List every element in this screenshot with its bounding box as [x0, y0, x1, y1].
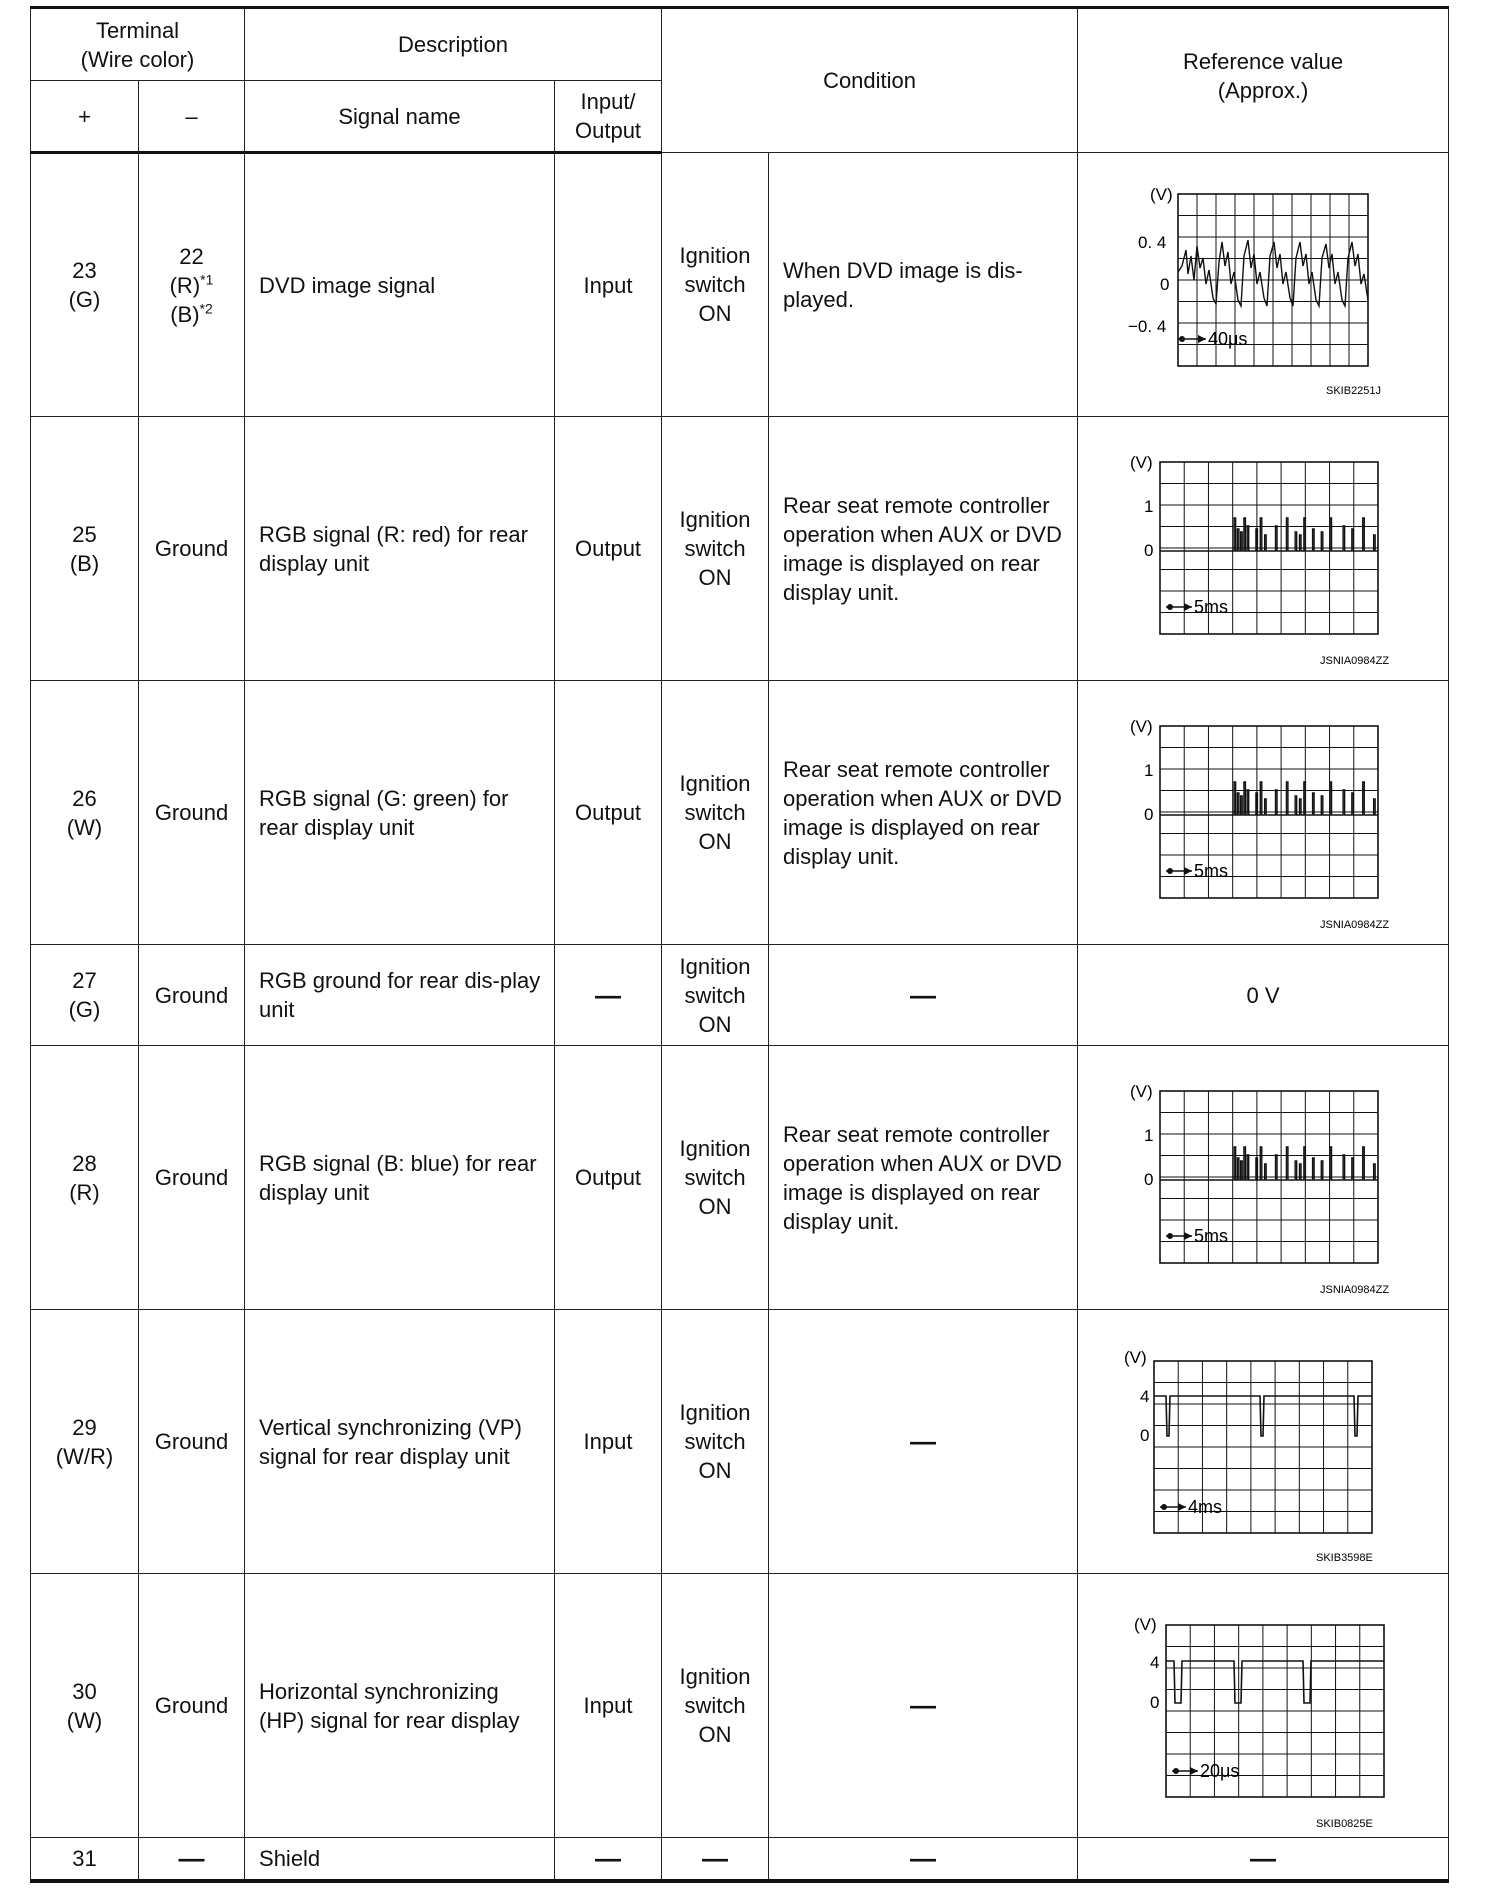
reference-waveform	[1078, 1310, 1449, 1574]
condition-detail: Rear seat remote controller operation when AUX or DVD image is displayed on rear display unit.	[769, 417, 1078, 681]
signal-name: RGB signal (G: green) for rear display unit	[245, 681, 555, 945]
figure-code: JSNIA0984ZZ	[1320, 654, 1390, 667]
waveform	[1160, 1147, 1378, 1180]
condition-detail: —	[769, 1574, 1078, 1838]
pulse-line	[1160, 518, 1378, 551]
condition-header: Condition	[662, 8, 1078, 153]
plus-header: +	[31, 81, 139, 153]
minus-terminal: Ground	[139, 681, 245, 945]
input-output: —	[555, 1838, 662, 1881]
signal-name: RGB signal (R: red) for rear display unit	[245, 417, 555, 681]
time-scale: 5ms	[1194, 860, 1229, 881]
approx-label: (Approx.)	[1217, 78, 1309, 103]
reference-waveform	[1078, 153, 1449, 417]
reference-value: 0 V	[1078, 945, 1449, 1046]
input-output: Input	[555, 153, 662, 417]
svg-text:0: 0	[1144, 540, 1154, 560]
reference-waveform	[1078, 417, 1449, 681]
signal-name: Shield	[245, 1838, 555, 1881]
scope-grid	[1166, 1625, 1384, 1797]
oscilloscope-dvd	[1078, 154, 1448, 416]
scale-label: −0. 4	[1128, 316, 1167, 336]
minus-terminal: Ground	[139, 1046, 245, 1310]
terminal-header	[31, 8, 245, 81]
signal-name: Horizontal synchronizing (HP) signal for rear display	[245, 1574, 555, 1838]
condition-state: Ignition switch ON	[662, 681, 769, 945]
pulse-line	[1160, 782, 1378, 815]
svg-text:1: 1	[1144, 1125, 1154, 1145]
oscilloscope-hp	[1078, 1575, 1448, 1837]
input-output: Output	[555, 681, 662, 945]
time-scale: 5ms	[1194, 1225, 1229, 1246]
reference-waveform	[1078, 1574, 1449, 1838]
condition-detail: —	[769, 1310, 1078, 1574]
plus-terminal: 30 (W)	[31, 1574, 139, 1838]
terminal-label: Terminal	[95, 17, 180, 43]
minus-terminal: Ground	[139, 417, 245, 681]
plus-terminal: 31	[31, 1838, 139, 1881]
footnote-mark: *1	[200, 271, 214, 288]
input-output: Input	[555, 1574, 662, 1838]
reference-waveform	[1078, 1046, 1449, 1310]
condition-state: Ignition switch ON	[662, 417, 769, 681]
oscilloscope-rgb-green	[1078, 682, 1448, 944]
input-output: Input	[555, 1310, 662, 1574]
waveform	[1160, 782, 1378, 815]
input-output-header	[555, 81, 662, 153]
table-row	[31, 681, 1449, 945]
table-row	[31, 1310, 1449, 1574]
input-output: —	[555, 945, 662, 1046]
pulse-line	[1160, 1147, 1378, 1180]
input-output-label-line2: Output	[575, 118, 642, 143]
svg-text:(V): (V)	[1130, 716, 1153, 736]
volt-unit: (V)	[1150, 184, 1173, 204]
condition-detail: —	[769, 1838, 1078, 1881]
scale-label: 0	[1160, 274, 1170, 294]
table-row	[31, 945, 1449, 1046]
input-output: Output	[555, 417, 662, 681]
minus-header: –	[139, 81, 245, 153]
input-output: Output	[555, 1046, 662, 1310]
table-row	[31, 1046, 1449, 1310]
svg-text:(V): (V)	[1130, 1081, 1153, 1101]
scope-grid	[1154, 1361, 1372, 1533]
svg-text:0: 0	[1144, 1169, 1154, 1189]
waveform	[1166, 1661, 1384, 1703]
table-row	[31, 417, 1449, 681]
svg-text:0: 0	[1144, 804, 1154, 824]
condition-state: —	[662, 1838, 769, 1881]
condition-state: Ignition switch ON	[662, 1046, 769, 1310]
plus-terminal: 27 (G)	[31, 945, 139, 1046]
svg-text:0: 0	[1140, 1425, 1150, 1445]
minus-terminal: Ground	[139, 1574, 245, 1838]
oscilloscope-rgb-blue	[1078, 1047, 1448, 1309]
figure-code: JSNIA0984ZZ	[1320, 1283, 1390, 1296]
condition-state: Ignition switch ON	[662, 1310, 769, 1574]
oscilloscope-rgb-red	[1078, 418, 1448, 680]
svg-text:4: 4	[1140, 1386, 1150, 1406]
minus-terminal	[139, 153, 245, 417]
reference-label: Reference value	[1182, 49, 1344, 74]
figure-code: SKIB0825E	[1316, 1817, 1373, 1830]
condition-state: Ignition switch ON	[662, 1574, 769, 1838]
wire-color: (G)	[68, 287, 101, 312]
condition-detail: Rear seat remote controller operation when AUX or DVD image is displayed on rear display unit.	[769, 1046, 1078, 1310]
svg-text:4: 4	[1150, 1652, 1160, 1672]
plus-terminal: 29 (W/R)	[31, 1310, 139, 1574]
plus-terminal	[31, 153, 139, 417]
time-scale: 40μs	[1208, 328, 1248, 349]
reference-value: —	[1078, 1838, 1449, 1881]
time-scale: 20μs	[1200, 1760, 1240, 1781]
signal-name: Vertical synchronizing (VP) signal for rear display unit	[245, 1310, 555, 1574]
waveform	[1160, 518, 1378, 551]
figure-code: SKIB3598E	[1316, 1551, 1373, 1564]
condition-state: Ignition switch ON	[662, 153, 769, 417]
svg-text:(V): (V)	[1124, 1347, 1147, 1367]
svg-text:(V): (V)	[1134, 1614, 1157, 1634]
minus-terminal: Ground	[139, 1310, 245, 1574]
oscilloscope-vp	[1078, 1311, 1448, 1573]
table-row	[31, 1838, 1449, 1881]
minus-terminal: —	[139, 1838, 245, 1881]
reference-waveform	[1078, 681, 1449, 945]
figure-code: JSNIA0984ZZ	[1320, 918, 1390, 931]
time-scale: 5ms	[1194, 596, 1229, 617]
terminal-reference-table	[30, 6, 1449, 1883]
signal-name-header: Signal name	[245, 81, 555, 153]
time-arrow-start	[1179, 336, 1185, 342]
plus-terminal: 26 (W)	[31, 681, 139, 945]
svg-text:(V): (V)	[1130, 452, 1153, 472]
table-row	[31, 1574, 1449, 1838]
time-arrow-head	[1198, 335, 1206, 343]
signal-name: RGB ground for rear dis-play unit	[245, 945, 555, 1046]
svg-text:1: 1	[1144, 760, 1154, 780]
description-header: Description	[245, 8, 662, 81]
terminal-table-container	[30, 6, 1449, 1883]
figure-code: SKIB2251J	[1326, 384, 1382, 397]
wire-color: $(B)^{*2}$	[170, 300, 213, 327]
waveform	[1154, 1396, 1372, 1436]
terminal-number: 23	[72, 258, 97, 283]
input-output-label-line1: Input/	[580, 89, 636, 114]
signal-name: DVD image signal	[245, 153, 555, 417]
plus-terminal: 25 (B)	[31, 417, 139, 681]
scale-label: 0. 4	[1138, 232, 1167, 252]
wire-color: $(R)^{*1}$	[169, 271, 214, 298]
plus-terminal: 28 (R)	[31, 1046, 139, 1310]
table-row	[31, 153, 1449, 417]
svg-text:1: 1	[1144, 496, 1154, 516]
wire-color-label: (Wire color)	[80, 46, 195, 72]
reference-header	[1078, 8, 1449, 153]
footnote-mark: *2	[199, 300, 213, 317]
signal-name: RGB signal (B: blue) for rear display unit	[245, 1046, 555, 1310]
time-scale: 4ms	[1188, 1496, 1223, 1517]
condition-detail: Rear seat remote controller operation when AUX or DVD image is displayed on rear display unit.	[769, 681, 1078, 945]
minus-terminal: Ground	[139, 945, 245, 1046]
condition-detail: —	[769, 945, 1078, 1046]
condition-detail: When DVD image is dis-played.	[769, 153, 1078, 417]
condition-state: Ignition switch ON	[662, 945, 769, 1046]
terminal-number: 22	[179, 243, 204, 269]
svg-text:0: 0	[1150, 1692, 1160, 1712]
